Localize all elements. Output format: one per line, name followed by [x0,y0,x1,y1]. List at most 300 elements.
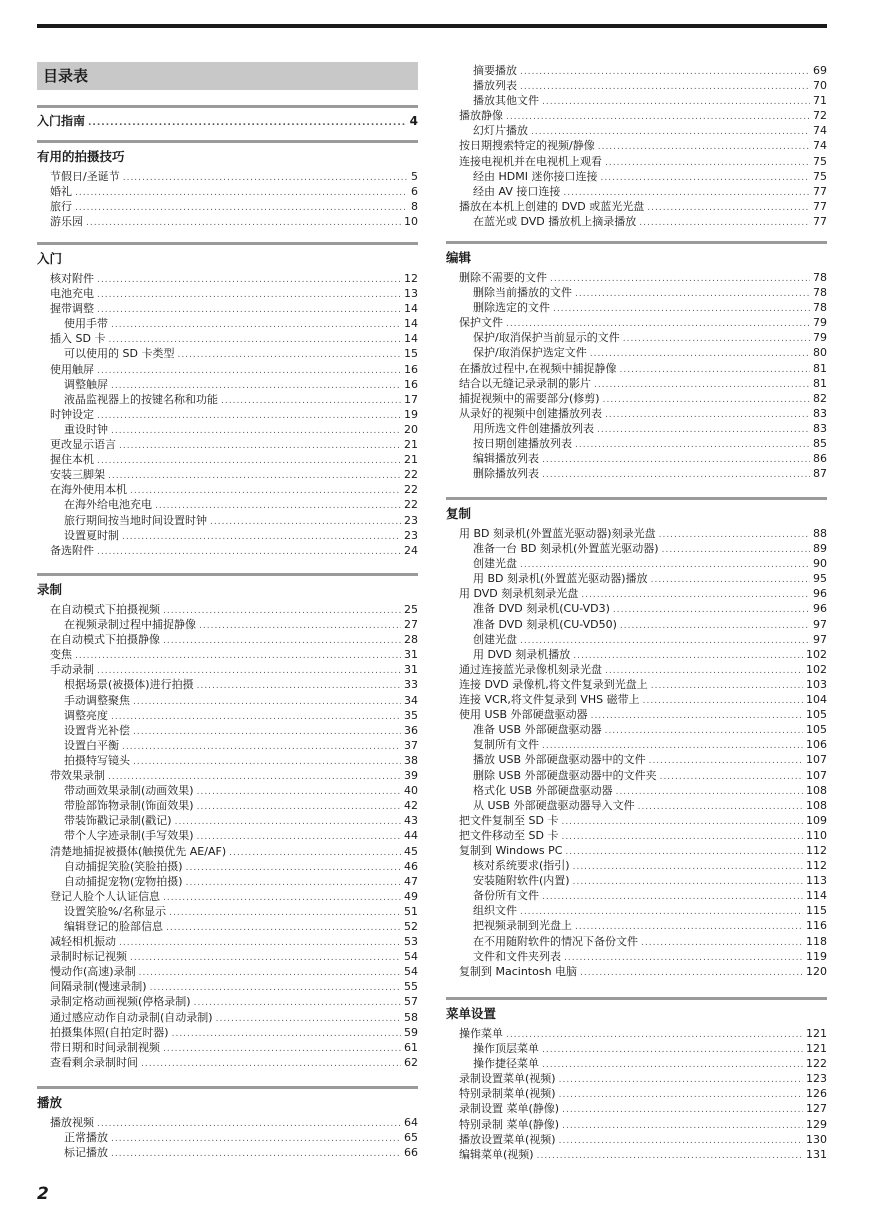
dot-leader [172,1027,401,1042]
toc-entry[interactable] [37,513,418,528]
toc-entry[interactable] [37,1025,418,1040]
toc-entry[interactable] [446,63,827,78]
toc-entry-page: 85 [813,437,827,451]
toc-entry[interactable] [37,994,418,1009]
toc-entry-title: 播放其他文件 [473,94,539,108]
toc-entry[interactable] [37,543,418,558]
toc-entry-title: 自动捕捉宠物(宠物拍摄) [64,874,183,888]
toc-entry[interactable] [37,467,418,482]
dot-leader [130,951,401,966]
toc-entry-page: 21 [404,438,418,452]
toc-entry[interactable] [446,828,827,843]
dot-leader [186,861,401,876]
toc-entry[interactable] [37,632,418,647]
dot-leader [520,80,810,95]
toc-entry-page: 14 [404,302,418,316]
toc-entry[interactable] [446,345,827,360]
section-tips [37,140,418,229]
toc-entry[interactable] [37,964,418,979]
dot-leader [559,1073,803,1088]
toc-entry[interactable] [37,482,418,497]
dot-leader [166,921,401,936]
dot-leader [97,454,401,469]
toc-entry[interactable] [37,693,418,708]
toc-entry-title: 播放静像 [459,109,503,123]
toc-entry-title: 文件和文件夹列表 [473,949,561,963]
toc-entry[interactable] [37,889,418,904]
toc-entry[interactable] [446,421,827,436]
toc-entry[interactable] [446,556,827,571]
toc-entry-page: 104 [806,693,827,707]
toc-entry[interactable] [446,406,827,421]
toc-entry-page: 105 [806,708,827,722]
toc-entry[interactable] [446,466,827,481]
toc-entry-page: 69 [813,64,827,77]
dot-leader [163,1042,401,1057]
toc-entry[interactable] [37,617,418,632]
dot-leader [662,543,810,558]
toc-entry-page: 22 [404,498,418,512]
toc-entry[interactable] [37,844,418,859]
toc-entry[interactable] [37,1115,418,1130]
toc-entry[interactable] [37,768,418,783]
toc-entry[interactable] [37,677,418,692]
dot-leader [97,409,401,424]
toc-entry-page: 22 [404,483,418,497]
toc-entry-page: 70 [813,79,827,93]
toc-entry[interactable] [37,783,418,798]
toc-entry-page: 74 [813,139,827,153]
toc-entry-title: 设置笑脸%/名称显示 [64,904,167,918]
toc-entry[interactable] [37,1145,418,1160]
toc-entry-title: 格式化 USB 外部硬盘驱动器 [473,783,613,797]
toc-entry-title: 操作顶层菜单 [473,1042,539,1056]
toc-entry-page: 64 [404,1116,418,1129]
toc-entry-title: 用 DVD 刻录机刻录光盘 [459,587,579,601]
toc-entry-page: 42 [404,799,418,813]
toc-entry[interactable] [37,753,418,768]
toc-entry-page: 51 [404,904,418,918]
toc-entry-title: 连接 VCR,将文件复录到 VHS 磁带上 [459,693,640,707]
toc-entry[interactable] [37,904,418,919]
toc-entry[interactable] [446,436,827,451]
toc-entry-title: 带动画效果录制(动画效果) [64,784,194,798]
toc-entry-title: 连接 DVD 录像机,将文件复录到光盘上 [459,677,648,691]
toc-entry[interactable] [37,708,418,723]
toc-entry-page: 107 [806,768,827,782]
dot-leader [75,186,408,201]
dot-leader [623,332,810,347]
toc-entry[interactable] [37,214,418,229]
toc-entry[interactable] [37,1040,418,1055]
toc-entry-title: 幻灯片播放 [473,124,528,138]
toc-entry-title: 液晶监视器上的按键名称和功能 [64,392,218,406]
toc-entry[interactable] [446,798,827,813]
dot-leader [141,1057,401,1072]
toc-entry[interactable] [446,285,827,300]
toc-entry-title: 录制设置 菜单(静像) [459,1102,560,1116]
toc-entry-title: 间隔录制(慢速录制) [50,980,147,994]
toc-entry-page: 55 [404,980,418,994]
toc-entry[interactable] [37,331,418,346]
toc-entry-page: 103 [806,677,827,691]
toc-entry[interactable] [446,586,827,601]
toc-entry[interactable] [37,874,418,889]
toc-entry-title: 录制设置菜单(视频) [459,1072,556,1086]
toc-entry[interactable] [37,392,418,407]
toc-entry-page: 15 [404,347,418,361]
toc-entry-page: 89 [813,542,827,556]
toc-entry-page: 82 [813,391,827,405]
toc-entry-title: 设置夏时制 [64,528,119,542]
toc-entry[interactable] [446,722,827,737]
toc-entry[interactable] [37,497,418,512]
toc-title: 目录表 [37,62,418,90]
toc-entry[interactable] [446,752,827,767]
toc-entry[interactable] [446,123,827,138]
dot-leader [229,846,401,861]
toc-entry[interactable] [446,270,827,285]
dot-leader [542,453,810,468]
toc-entry-page: 23 [404,513,418,527]
dot-leader [537,1149,803,1164]
toc-entry[interactable] [446,632,827,647]
toc-entry-page: 39 [404,769,418,783]
dot-leader [581,588,810,603]
toc-entry[interactable] [446,813,827,828]
toc-entry[interactable] [446,783,827,798]
toc-entry[interactable] [446,707,827,722]
section-heading: 播放 [37,1086,418,1112]
dot-leader [638,800,803,815]
dot-leader [573,875,803,890]
toc-entry-page: 116 [806,919,827,933]
toc-entry-title: 在海外使用本机 [50,483,127,497]
toc-entry[interactable] [446,108,827,123]
toc-entry[interactable] [37,407,418,422]
toc-entry-title: 减轻相机振动 [50,935,116,949]
toc-entry[interactable] [446,315,827,330]
dot-leader [580,966,803,981]
toc-entry-title: 连接电视机并在电视机上观看 [459,154,602,168]
toc-entry-page: 40 [404,784,418,798]
toc-entry[interactable] [446,1101,827,1116]
toc-entry-page: 127 [806,1102,827,1116]
toc-entry-title: 按日期搜索特定的视频/静像 [459,139,595,153]
toc-entry-title: 播放在本机上创建的 DVD 或蓝光光盘 [459,199,645,213]
toc-entry-page: 114 [806,889,827,903]
dot-leader [194,996,401,1011]
toc-entry[interactable] [446,1026,827,1041]
toc-entry[interactable] [446,376,827,391]
toc-entry-title: 婚礼 [50,185,72,199]
toc-entry-title: 把文件复制至 SD 卡 [459,813,559,827]
dot-leader [620,619,810,634]
toc-entry[interactable] [37,437,418,452]
toc-entry-page: 43 [404,814,418,828]
toc-entry-intro[interactable]: 入门指南 ..... 4 [37,114,418,129]
toc-entry-title: 录制定格动画视频(停格录制) [50,995,191,1009]
toc-entry[interactable] [446,184,827,199]
toc-entry[interactable] [446,677,827,692]
toc-entry-title: 删除 USB 外部硬盘驱动器中的文件夹 [473,768,657,782]
toc-entry-title: 用 DVD 刻录机播放 [473,647,571,661]
toc-entry-page: 122 [806,1057,827,1071]
page-number: 2 [37,1184,49,1204]
toc-entry-page: 5 [411,170,418,183]
toc-entry[interactable] [446,1086,827,1101]
toc-entry[interactable] [37,169,418,184]
toc-entry[interactable] [446,169,827,184]
toc-entry[interactable] [37,1130,418,1145]
dot-leader [75,649,401,664]
toc-entry[interactable] [446,647,827,662]
toc-entry-page: 81 [813,376,827,390]
toc-entry[interactable] [446,330,827,345]
toc-entry-page: 108 [806,798,827,812]
toc-entry[interactable] [446,526,827,541]
toc-entry[interactable] [37,1010,418,1025]
section-heading: 编辑 [446,241,827,267]
toc-entry[interactable] [446,601,827,616]
section-playback [37,1086,418,1160]
toc-entry[interactable] [446,737,827,752]
dot-leader [122,740,401,755]
toc-entry-title: 在视频录制过程中捕捉静像 [64,618,196,632]
toc-entry[interactable] [446,918,827,933]
dot-leader [575,438,810,453]
toc-entry[interactable] [37,602,418,617]
toc-entry[interactable] [446,1041,827,1056]
dot-leader [119,936,401,951]
toc-entry[interactable] [37,377,418,392]
toc-entry[interactable] [37,798,418,813]
toc-entry-page: 10 [404,215,418,229]
dot-leader [197,830,401,845]
toc-entry[interactable] [446,949,827,964]
toc-entry[interactable] [446,1132,827,1147]
toc-entry[interactable] [446,964,827,979]
section-heading: 菜单设置 [446,997,827,1023]
toc-entry[interactable] [37,1055,418,1070]
toc-entry-title: 用 BD 刻录机(外置蓝光驱动器)刻录光盘 [459,527,656,540]
toc-entry-page: 80 [813,346,827,360]
toc-entry-title: 重设时钟 [64,422,108,436]
toc-entry-page: 45 [404,844,418,858]
toc-entry[interactable] [446,361,827,376]
toc-entry-page: 24 [404,543,418,557]
toc-entry-title: 通过感应动作自动录制(自动录制) [50,1010,213,1024]
toc-entry[interactable] [446,214,827,229]
toc-entry-page: 86 [813,452,827,466]
toc-entry[interactable] [37,919,418,934]
toc-entry[interactable] [446,692,827,707]
dot-leader [97,545,401,560]
toc-entry-title: 在自动模式下拍摄视频 [50,603,160,616]
toc-entry-title: 准备 DVD 刻录机(CU-VD50) [473,617,617,631]
toc-entry-page: 105 [806,723,827,737]
toc-entry-page: 112 [806,859,827,873]
toc-entry-page: 46 [404,859,418,873]
toc-entry[interactable] [446,541,827,556]
dot-leader [573,649,803,664]
toc-entry[interactable] [37,979,418,994]
toc-entry-page: 53 [404,935,418,949]
toc-entry-title: 调整触屏 [64,377,108,391]
dot-leader [562,1103,803,1118]
dot-leader [616,785,803,800]
toc-entry-page: 109 [806,813,827,827]
section-heading: 复制 [446,497,827,523]
toc-entry[interactable] [446,451,827,466]
dot-leader [600,171,810,186]
toc-entry[interactable] [446,138,827,153]
toc-entry-page: 6 [411,185,418,199]
toc-entry-page: 27 [404,618,418,632]
toc-entry[interactable] [37,813,418,828]
toc-entry[interactable] [446,1056,827,1071]
toc-entry[interactable] [37,184,418,199]
toc-entry[interactable] [37,738,418,753]
toc-entry[interactable] [446,1071,827,1086]
toc-entry-page: 75 [813,154,827,168]
toc-entry-title: 带日期和时间录制视频 [50,1040,160,1054]
toc-entry-page: 62 [404,1055,418,1069]
toc-entry-title: 从录好的视频中创建播放列表 [459,406,602,420]
toc-entry-title: 准备 DVD 刻录机(CU-VD3) [473,602,610,616]
dot-leader [562,1119,803,1134]
dot-leader [598,140,810,155]
toc-entry[interactable] [446,391,827,406]
toc-entry-title: 播放视频 [50,1116,94,1129]
dot-leader [605,724,803,739]
dot-leader [133,755,401,770]
toc-entry-title: 带装饰戳记录制(戳记) [64,814,172,828]
toc-entry-page: 78 [813,271,827,284]
toc-entry[interactable] [37,346,418,361]
toc-entry-title: 在蓝光或 DVD 播放机上摘录播放 [473,214,637,228]
toc-entry[interactable] [37,662,418,677]
toc-entry-page: 61 [404,1040,418,1054]
dot-leader [506,1028,803,1043]
toc-entry[interactable] [37,723,418,738]
dot-leader [123,171,408,186]
dot-leader [199,619,401,634]
dot-leader [210,515,401,530]
dot-leader [163,604,401,619]
toc-entry-page: 44 [404,829,418,843]
toc-entry-title: 带效果录制 [50,769,105,783]
toc-entry[interactable] [37,452,418,467]
toc-entry-page: 12 [404,272,418,285]
toc-entry[interactable] [446,154,827,169]
toc-entry-page: 96 [813,587,827,601]
toc-entry[interactable] [37,301,418,316]
dot-leader [111,1132,401,1147]
toc-entry-title: 备份所有文件 [473,889,539,903]
toc-entry[interactable] [37,422,418,437]
toc-entry-title: 带个人字迹录制(手写效果) [64,829,194,843]
toc-entry-title: 结合以无缝记录录制的影片 [459,376,591,390]
section-heading: 入门 [37,242,418,268]
toc-entry-title: 旅行期间按当地时间设置时钟 [64,513,207,527]
toc-entry[interactable] [37,647,418,662]
toc-entry[interactable] [37,362,418,377]
top-rule [37,24,827,28]
toc-entry[interactable] [37,949,418,964]
toc-entry-page: 38 [404,753,418,767]
dot-leader [639,216,810,231]
toc-entry-title: 查看剩余录制时间 [50,1055,138,1069]
toc-entry[interactable] [446,300,827,315]
toc-entries [37,271,418,558]
toc-entry-title: 把视频录制到光盘上 [473,919,572,933]
dot-leader [575,287,810,302]
toc-entry-page: 115 [806,904,827,918]
dot-leader [550,272,810,287]
toc-entry[interactable] [446,888,827,903]
toc-entry[interactable] [446,934,827,949]
toc-entry-title: 更改显示语言 [50,438,116,452]
section-edit [446,241,827,481]
section-getting-started [37,242,418,558]
toc-entry-page: 95 [813,572,827,586]
toc-entry-title: 复制到 Macintosh 电脑 [459,964,578,978]
toc-entries [446,1026,827,1162]
toc-entry[interactable] [446,571,827,586]
toc-entry-title: 变焦 [50,648,72,662]
toc-entry[interactable] [446,662,827,677]
toc-entry[interactable] [446,199,827,214]
toc-entry[interactable] [446,93,827,108]
toc-entry[interactable] [446,1147,827,1162]
toc-entry[interactable] [446,873,827,888]
toc-entry-page: 13 [404,287,418,301]
toc-entry[interactable] [37,859,418,874]
toc-entry-page: 49 [404,889,418,903]
toc-entry-page: 17 [404,392,418,406]
toc-entry[interactable] [446,843,827,858]
toc-entries [446,526,827,979]
toc-entry[interactable] [37,316,418,331]
toc-entry-page: 8 [411,200,418,214]
toc-entry[interactable] [37,271,418,286]
toc-entry[interactable] [446,768,827,783]
toc-entry-title: 在不用随附软件的情况下备份文件 [473,934,638,948]
toc-entry[interactable] [37,934,418,949]
toc-entry[interactable] [37,199,418,214]
toc-entry-title: 核对附件 [50,272,94,285]
section-heading: 录制 [37,573,418,599]
dot-leader [565,845,803,860]
dot-leader [561,830,803,845]
toc-entry[interactable] [446,903,827,918]
toc-entry[interactable] [446,858,827,873]
toc-entry[interactable] [37,286,418,301]
toc-entry-title: 正常播放 [64,1131,108,1145]
toc-entry[interactable] [37,528,418,543]
toc-entry[interactable] [37,828,418,843]
toc-entry[interactable] [446,78,827,93]
dot-leader [86,216,401,231]
toc-entry-page: 106 [806,738,827,752]
dot-leader [649,754,803,769]
toc-entry[interactable] [446,1117,827,1132]
toc-entry[interactable] [446,617,827,632]
dot-leader [163,891,401,906]
dot-leader [605,156,810,171]
dot-leader [520,65,810,80]
